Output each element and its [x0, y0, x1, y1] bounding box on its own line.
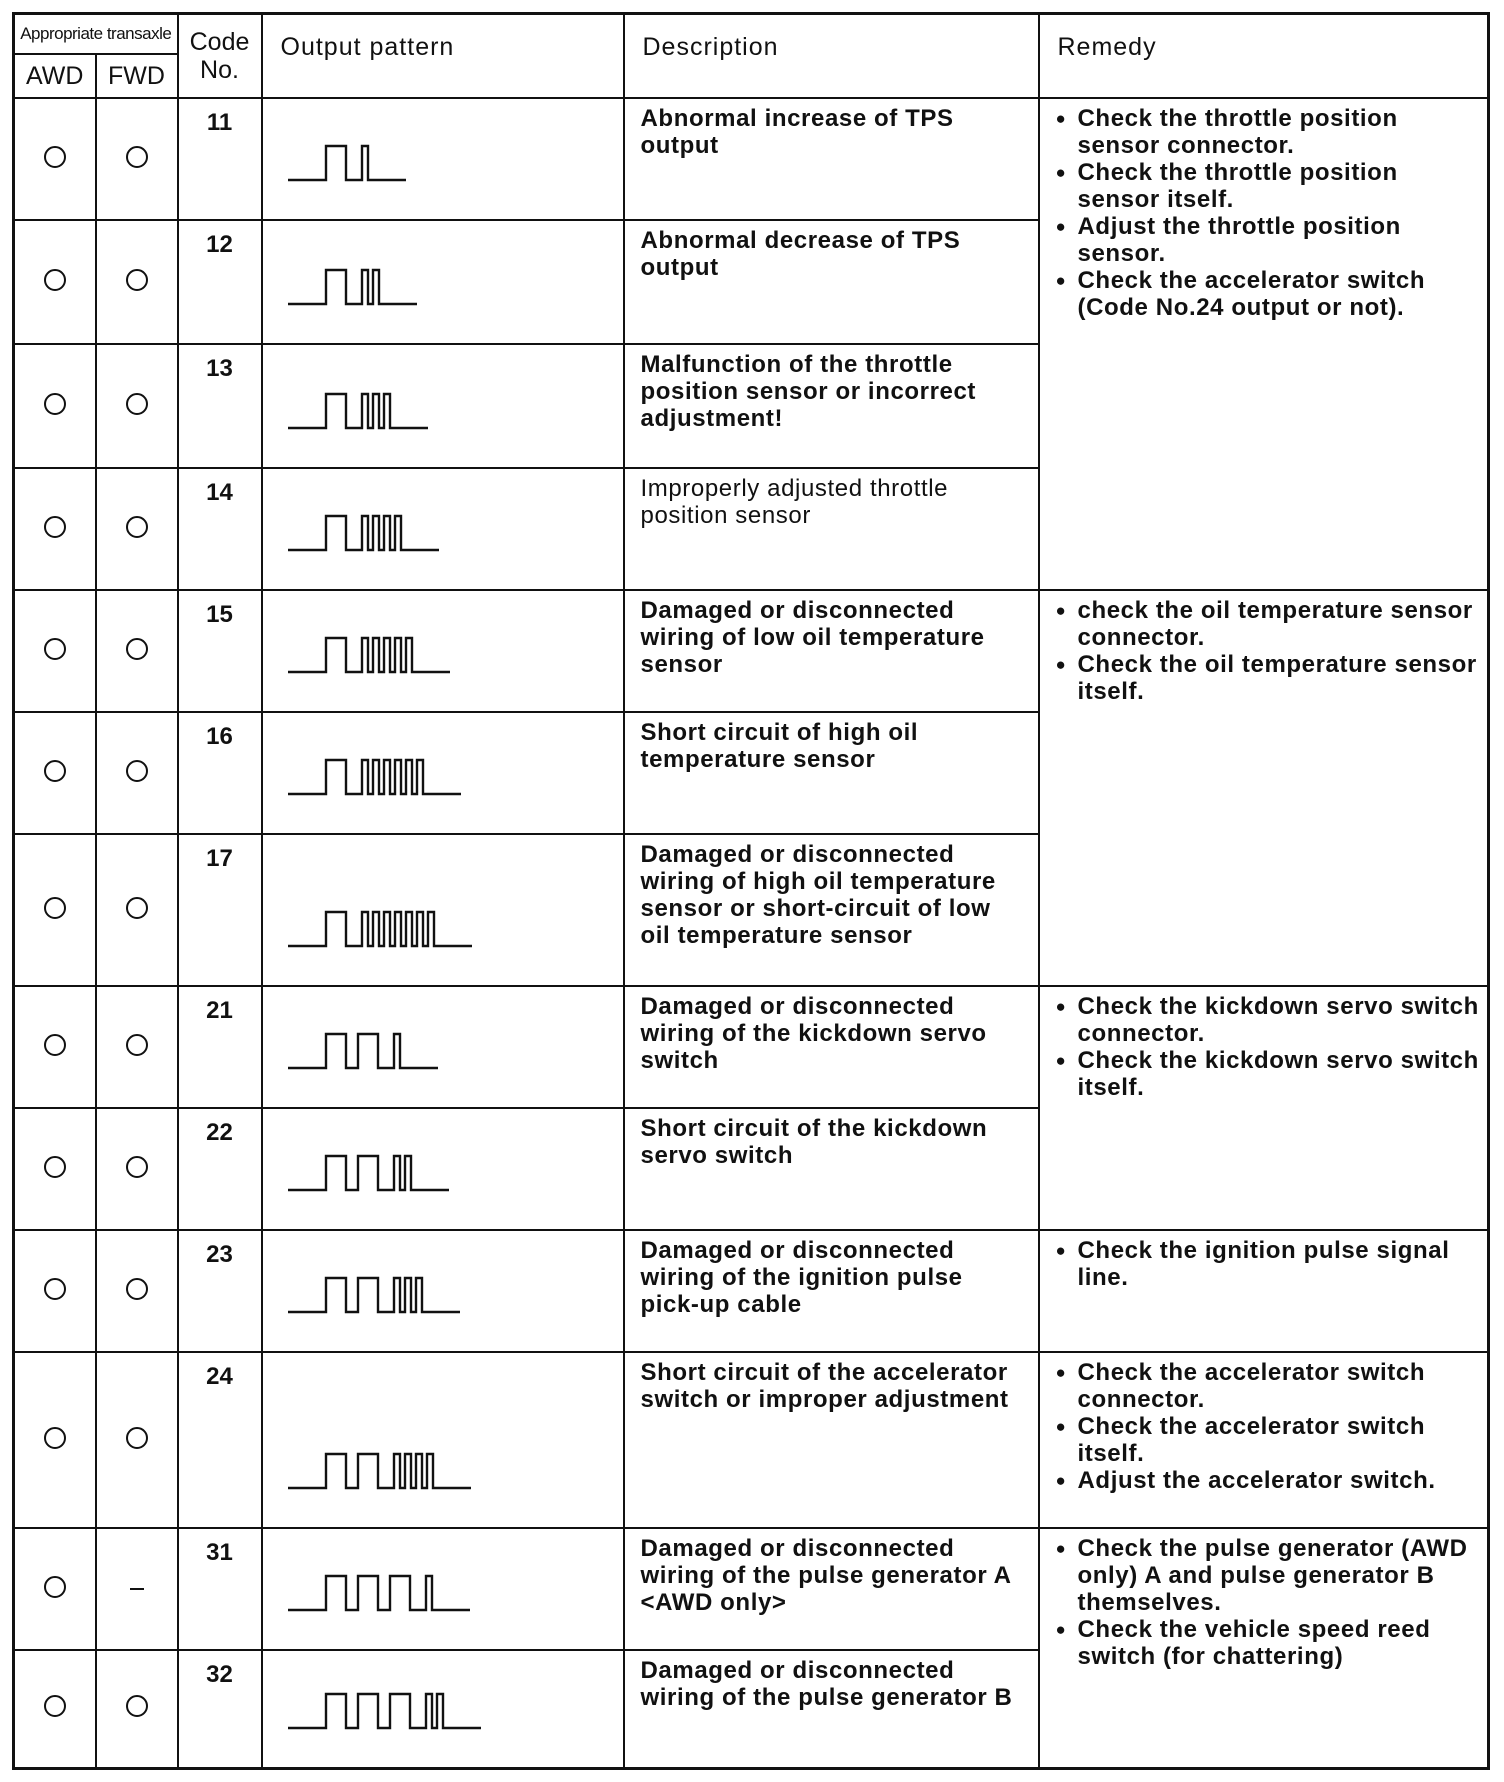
description-text: Damaged or disconnected wiring of the pulse generator A <AWD only> — [624, 1528, 1039, 1650]
description-text: Malfunction of the throttle position sensor or incorrect adjustment! — [624, 344, 1039, 468]
awd-mark — [14, 1352, 96, 1528]
waveform-line — [288, 1034, 438, 1068]
output-pattern-waveform — [287, 1275, 463, 1315]
code-number: 15 — [178, 590, 262, 712]
code-number: 31 — [178, 1528, 262, 1650]
description-text: Abnormal increase of TPS output — [624, 98, 1039, 220]
available-circle-icon — [126, 760, 148, 782]
available-circle-icon — [44, 1156, 66, 1178]
waveform-line — [288, 394, 428, 428]
output-pattern — [262, 344, 624, 468]
output-pattern-waveform — [287, 1691, 484, 1731]
description-text: Damaged or disconnected wiring of the kickdown servo switch — [624, 986, 1039, 1108]
fwd-mark — [96, 468, 178, 590]
awd-mark — [14, 590, 96, 712]
available-circle-icon — [44, 1427, 66, 1449]
diagnosis-code-table — [12, 12, 1490, 1770]
output-pattern-waveform — [287, 757, 464, 797]
description-text: Short circuit of the accelerator switch or improper adjustment — [624, 1352, 1039, 1528]
output-pattern-waveform — [287, 1451, 474, 1491]
output-pattern — [262, 1528, 624, 1650]
remedy-item: ● Check the vehicle speed reed switch (for chattering) — [1054, 1616, 1480, 1670]
not-applicable-dash-icon — [130, 1588, 144, 1590]
waveform-line — [288, 760, 461, 794]
fwd-mark — [96, 220, 178, 344]
available-circle-icon — [44, 146, 66, 168]
available-circle-icon — [126, 269, 148, 291]
fwd-mark — [96, 834, 178, 986]
code-number: 17 — [178, 834, 262, 986]
output-pattern — [262, 220, 624, 344]
available-circle-icon — [126, 1278, 148, 1300]
available-circle-icon — [126, 146, 148, 168]
output-pattern-waveform — [287, 391, 431, 431]
available-circle-icon — [44, 1034, 66, 1056]
awd-mark — [14, 986, 96, 1108]
output-pattern-waveform — [287, 635, 453, 675]
output-pattern-waveform — [287, 267, 420, 307]
waveform-line — [288, 1694, 481, 1728]
remedy-item: ● Check the kickdown servo switch itself. — [1054, 1047, 1480, 1101]
fwd-mark — [96, 98, 178, 220]
waveform-line — [288, 1156, 449, 1190]
output-pattern — [262, 834, 624, 986]
available-circle-icon — [126, 1156, 148, 1178]
code-number: 16 — [178, 712, 262, 834]
remedy-kickdown — [1039, 986, 1489, 1230]
awd-mark — [14, 834, 96, 986]
output-pattern — [262, 1230, 624, 1352]
available-circle-icon — [44, 1695, 66, 1717]
waveform-line — [288, 912, 472, 946]
remedy-item: ● Check the pulse generator (AWD only) A and pulse generator B themselves. — [1054, 1535, 1480, 1616]
fwd-mark — [96, 1650, 178, 1768]
available-circle-icon — [44, 1278, 66, 1300]
available-circle-icon — [44, 897, 66, 919]
waveform-line — [288, 1576, 470, 1610]
output-pattern — [262, 1108, 624, 1230]
output-pattern — [262, 98, 624, 220]
output-pattern — [262, 468, 624, 590]
code-number: 22 — [178, 1108, 262, 1230]
description-header: Description — [624, 14, 1039, 99]
waveform-line — [288, 516, 439, 550]
awd-mark — [14, 98, 96, 220]
available-circle-icon — [126, 1695, 148, 1717]
fwd-mark — [96, 590, 178, 712]
fwd-mark — [96, 1230, 178, 1352]
fwd-mark — [96, 1108, 178, 1230]
description-text: Short circuit of high oil temperature sensor — [624, 712, 1039, 834]
available-circle-icon — [44, 393, 66, 415]
awd-mark — [14, 344, 96, 468]
waveform-line — [288, 270, 417, 304]
awd-header: AWD — [14, 54, 96, 98]
awd-mark — [14, 1650, 96, 1768]
awd-mark — [14, 468, 96, 590]
waveform-line — [288, 1454, 471, 1488]
output-pattern — [262, 1650, 624, 1768]
output-pattern — [262, 986, 624, 1108]
waveform-line — [288, 1278, 460, 1312]
available-circle-icon — [44, 516, 66, 538]
fwd-mark — [96, 1528, 178, 1650]
code-number: 13 — [178, 344, 262, 468]
awd-mark — [14, 1528, 96, 1650]
code-number: 21 — [178, 986, 262, 1108]
fwd-mark — [96, 712, 178, 834]
output-pattern-waveform — [287, 1031, 441, 1071]
remedy-ignition — [1039, 1230, 1489, 1352]
available-circle-icon — [126, 638, 148, 660]
available-circle-icon — [126, 897, 148, 919]
output-pattern — [262, 1352, 624, 1528]
code-number: 23 — [178, 1230, 262, 1352]
fwd-mark — [96, 1352, 178, 1528]
available-circle-icon — [126, 516, 148, 538]
available-circle-icon — [44, 760, 66, 782]
remedy-note: (Code No.24 output or not). — [1077, 294, 1405, 321]
remedy-tps — [1039, 98, 1489, 590]
output-pattern-header: Output pattern — [262, 14, 624, 99]
description-text: Damaged or disconnected wiring of the pulse generator B — [624, 1650, 1039, 1768]
awd-mark — [14, 1108, 96, 1230]
available-circle-icon — [44, 269, 66, 291]
remedy-item: ● Check the throttle position sensor connector. — [1054, 105, 1480, 159]
remedy-header: Remedy — [1039, 14, 1489, 99]
available-circle-icon — [126, 393, 148, 415]
output-pattern — [262, 712, 624, 834]
description-text: Damaged or disconnected wiring of high oil temperature sensor or short-circuit of low oil temperature sensor — [624, 834, 1039, 986]
fwd-header: FWD — [96, 54, 178, 98]
description-text: Abnormal decrease of TPS output — [624, 220, 1039, 344]
awd-mark — [14, 1230, 96, 1352]
code-header-line2: No. — [200, 56, 239, 84]
remedy-item: ● Check the accelerator switch — [1054, 267, 1480, 294]
available-circle-icon — [126, 1034, 148, 1056]
code-rows — [14, 98, 1489, 1768]
code-number: 14 — [178, 468, 262, 590]
code-no-header — [178, 14, 262, 99]
header-row-top — [14, 14, 1489, 55]
remedy-accelerator — [1039, 1352, 1489, 1528]
available-circle-icon — [44, 638, 66, 660]
code-header-line1: Code — [189, 28, 250, 56]
fwd-mark — [96, 344, 178, 468]
output-pattern-waveform — [287, 909, 475, 949]
waveform-line — [288, 146, 406, 180]
description-text: Damaged or disconnected wiring of the ignition pulse pick-up cable — [624, 1230, 1039, 1352]
awd-mark — [14, 712, 96, 834]
remedy-item: ● Check the throttle position sensor itself. — [1054, 159, 1480, 213]
diagnosis-code-sheet — [12, 12, 1487, 1782]
code-number: 24 — [178, 1352, 262, 1528]
remedy-item: ● Check the kickdown servo switch connector. — [1054, 993, 1480, 1047]
output-pattern-waveform — [287, 1573, 473, 1613]
output-pattern-waveform — [287, 1153, 452, 1193]
transaxle-header: Appropriate transaxle — [14, 14, 178, 55]
remedy-item: ● Check the oil temperature sensor itself. — [1054, 651, 1480, 705]
output-pattern-waveform — [287, 143, 409, 183]
remedy-pulse-generator — [1039, 1528, 1489, 1768]
remedy-item: ● Check the ignition pulse signal line. — [1054, 1237, 1480, 1291]
waveform-line — [288, 638, 450, 672]
awd-mark — [14, 220, 96, 344]
description-text: Short circuit of the kickdown servo switch — [624, 1108, 1039, 1230]
available-circle-icon — [44, 1576, 66, 1598]
description-text: Improperly adjusted throttle position sensor — [624, 468, 1039, 590]
available-circle-icon — [126, 1427, 148, 1449]
code-number: 32 — [178, 1650, 262, 1768]
remedy-item: ● Adjust the accelerator switch. — [1054, 1467, 1480, 1494]
code-number: 11 — [178, 98, 262, 220]
remedy-item: ● Check the accelerator switch itself. — [1054, 1413, 1480, 1467]
description-text: Damaged or disconnected wiring of low oil temperature sensor — [624, 590, 1039, 712]
code-number: 12 — [178, 220, 262, 344]
remedy-item: ● Adjust the throttle position sensor. — [1054, 213, 1480, 267]
remedy-oil-temp — [1039, 590, 1489, 986]
remedy-item: ● check the oil temperature sensor connector. — [1054, 597, 1480, 651]
fwd-mark — [96, 986, 178, 1108]
remedy-item: ● Check the accelerator switch connector. — [1054, 1359, 1480, 1413]
output-pattern — [262, 590, 624, 712]
output-pattern-waveform — [287, 513, 442, 553]
